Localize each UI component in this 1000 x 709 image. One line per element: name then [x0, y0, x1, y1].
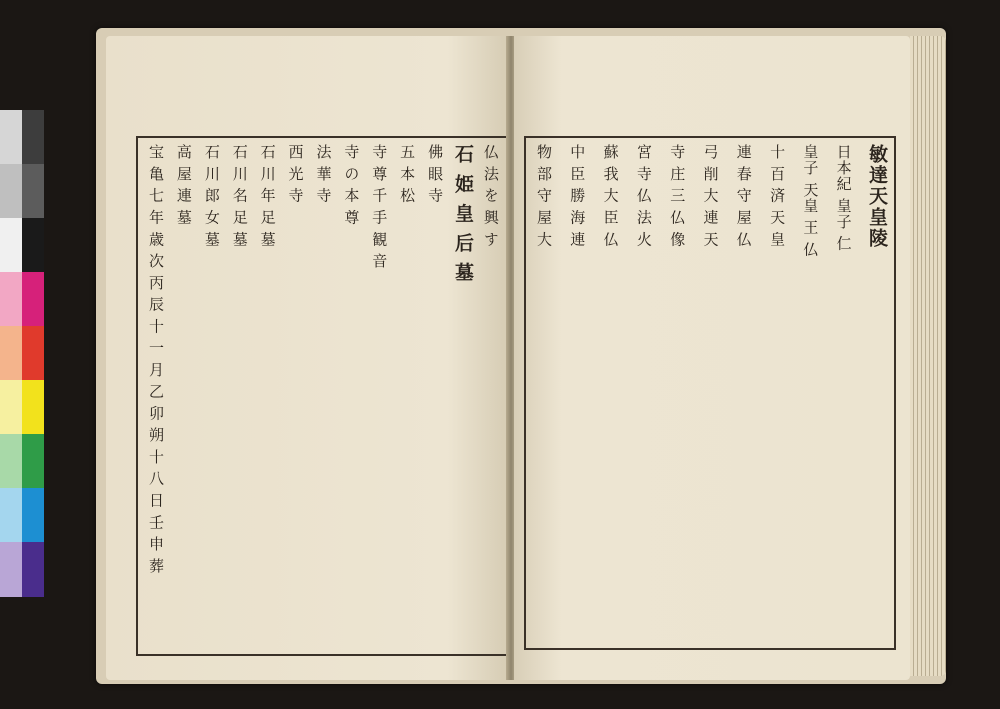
- calibration-swatch: [22, 380, 44, 435]
- calibration-swatch: [0, 164, 22, 219]
- right-text-frame: [524, 136, 896, 650]
- calibration-swatch: [22, 542, 44, 597]
- calibration-swatch: [0, 380, 22, 435]
- right-text-column: 十 百 済 天 皇: [768, 144, 787, 248]
- calibration-swatch: [0, 542, 22, 597]
- right-text-column: 皇子 天皇 王 仏: [801, 144, 820, 258]
- calibration-swatch: [22, 272, 44, 327]
- left-text-column: 石 川 郎 女 墓: [202, 144, 221, 248]
- right-text-column: 連 春 守 屋 仏: [734, 144, 753, 248]
- left-text-columns: [146, 144, 500, 648]
- calibration-swatch: [22, 488, 44, 543]
- calibration-swatch: [0, 272, 22, 327]
- left-text-column: 佛 眼 寺: [426, 144, 445, 204]
- right-text-column: 寺 庄 三 仏 像: [668, 144, 687, 248]
- left-text-column: 寺 の 本 尊: [342, 144, 361, 226]
- page-edges: [910, 36, 946, 676]
- calibration-swatch: [22, 164, 44, 219]
- calibration-swatch: [0, 326, 22, 381]
- calibration-swatch: [22, 326, 44, 381]
- right-page: [514, 36, 910, 680]
- right-text-columns: [534, 144, 886, 642]
- left-text-column: 寺 尊 千 手 観 音: [370, 144, 389, 269]
- calibration-swatch: [22, 110, 44, 165]
- calibration-swatch: [0, 110, 22, 165]
- left-text-column: 宝 亀 七 年 歳 次 丙 辰 十 一 月 乙 卯 朔 十 八 日 壬 申 葬: [147, 144, 165, 574]
- calibration-swatch: [22, 434, 44, 489]
- left-text-column: 石 川 年 足 墓: [258, 144, 277, 248]
- right-text-column: 蘇 我 大 臣 仏: [601, 144, 620, 248]
- right-text-column: 物 部 守 屋 大: [535, 144, 553, 248]
- calibration-swatch: [22, 218, 44, 273]
- left-text-column: 五 本 松: [398, 144, 417, 204]
- calibration-swatch: [0, 488, 22, 543]
- left-text-column: 石 川 名 足 墓: [230, 144, 249, 248]
- calibration-swatch: [0, 218, 22, 273]
- left-text-column: 高 屋 連 墓: [174, 144, 193, 226]
- left-text-frame: [136, 136, 510, 656]
- left-page: [106, 36, 508, 680]
- right-text-column: 敏達天皇陵: [865, 144, 888, 249]
- right-text-column: 中 臣 勝 海 連: [568, 144, 587, 248]
- color-calibration-strip: [0, 110, 44, 596]
- left-text-column: 西 光 寺: [286, 144, 305, 204]
- right-text-column: 宮 寺 仏 法 火: [634, 144, 653, 248]
- right-text-column: 日本紀 皇子 仁: [834, 144, 853, 252]
- left-text-column: 石 姫 皇 后 墓: [451, 144, 474, 284]
- left-text-column: 仏 法 を 興 す: [481, 144, 500, 248]
- calibration-swatch: [0, 434, 22, 489]
- open-book: [96, 28, 946, 684]
- right-text-column: 弓 削 大 連 天: [701, 144, 720, 248]
- left-text-column: 法 華 寺: [314, 144, 333, 204]
